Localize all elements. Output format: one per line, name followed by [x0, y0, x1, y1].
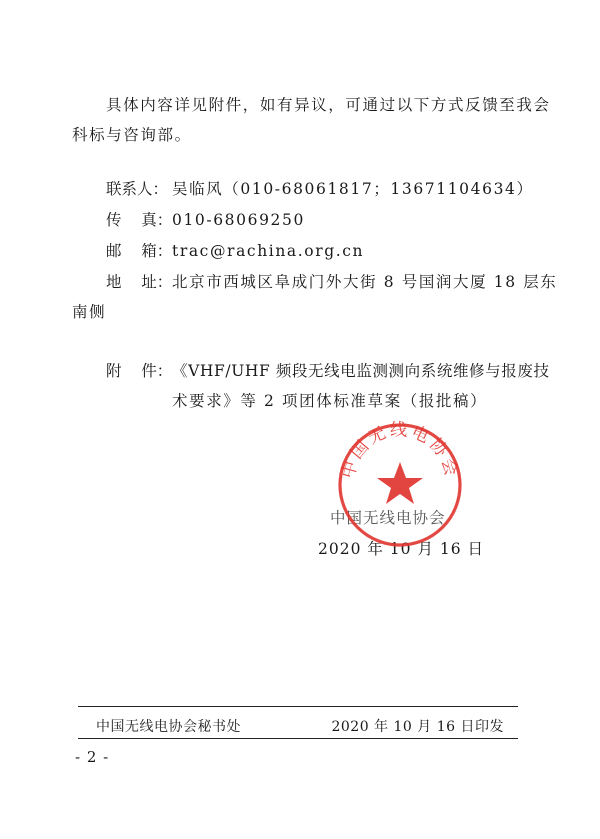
footer-issuer: 中国无线电协会秘书处: [96, 719, 241, 735]
attachment-line-1: 《VHF/UHF 频段无线电监测测向系统维修与报废技: [172, 362, 550, 380]
attachment-line-2: 术要求》等 2 项团体标准草案（报批稿）: [172, 392, 488, 410]
fax-label: 传 真：: [106, 211, 173, 229]
email-label: 邮 箱：: [106, 242, 173, 260]
signature-org: 中国无线电协会: [330, 509, 446, 527]
footer-top-rule: [78, 706, 518, 707]
page-number: - 2 -: [75, 748, 110, 766]
contact-person-value: 吴临风（010-68061817；13671104634）: [172, 180, 534, 198]
footer-bottom-rule: [78, 738, 518, 739]
seal-star-icon: [377, 462, 423, 504]
contact-person-label: 联系人：: [106, 180, 169, 198]
address-value-line-1: 北京市西城区阜成门外大街 8 号国润大厦 18 层东: [172, 273, 558, 291]
email-value: trac@rachina.org.cn: [172, 242, 365, 260]
body-paragraph-line-1: 具体内容详见附件，如有异议，可通过以下方式反馈至我会: [106, 96, 551, 114]
attachment-row: [106, 361, 550, 381]
address-row: [106, 272, 557, 292]
signature-date: 2020 年 10 月 16 日: [318, 540, 485, 558]
seal-text: 中国无线电协会: [338, 420, 462, 481]
contact-person-row: [106, 179, 534, 199]
address-label: 地 址：: [106, 273, 173, 291]
email-row: [106, 241, 364, 261]
fax-value: 010-68069250: [172, 211, 305, 229]
attachment-label: 附 件：: [106, 362, 173, 380]
official-seal: [335, 420, 465, 550]
fax-row: [106, 210, 305, 230]
footer-issue-date: 2020 年 10 月 16 日印发: [331, 719, 504, 735]
address-value-line-2: 南侧: [72, 303, 107, 321]
body-paragraph-line-2: 科标与咨询部。: [72, 126, 192, 144]
